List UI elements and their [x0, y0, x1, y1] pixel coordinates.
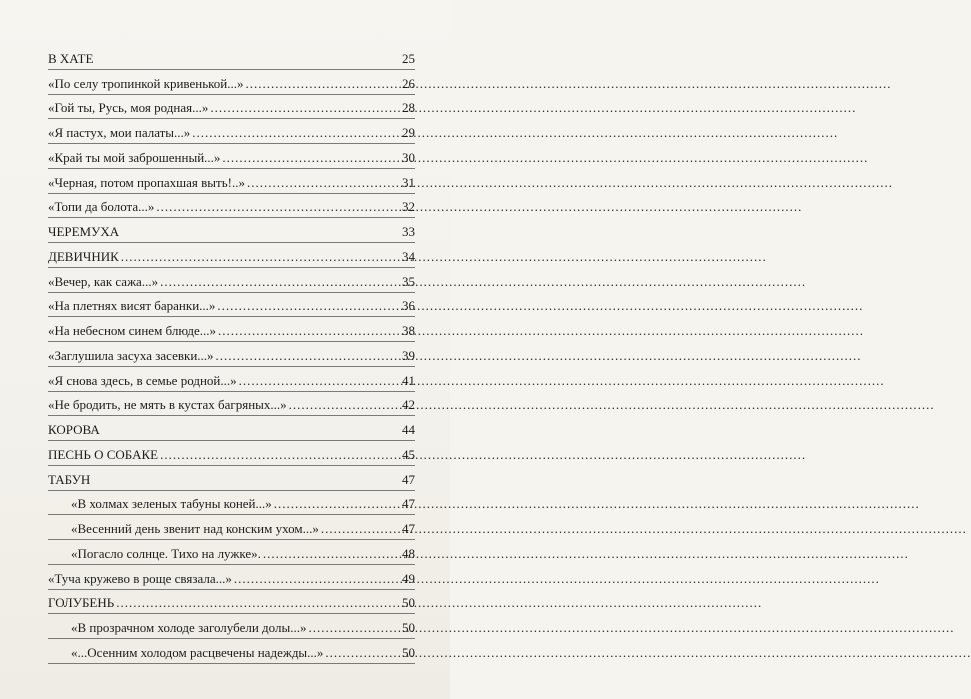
toc-entry	[48, 614, 415, 639]
toc-entry-title: «Гой ты, Русь, моя родная...»	[48, 100, 209, 116]
toc-entry-page: 50	[402, 620, 415, 635]
toc-entry-page: 44	[402, 422, 415, 437]
toc-entry-page: 50	[402, 595, 415, 611]
toc-entry-page: 35	[402, 273, 415, 289]
toc-entry-page: 26	[402, 75, 415, 91]
toc-entry-page: 38	[402, 323, 415, 338]
toc-entry	[48, 565, 415, 590]
toc-entry	[48, 70, 415, 95]
toc-entry-title: «Я пастух, мои палаты...»	[48, 125, 191, 140]
toc-entry	[48, 119, 415, 144]
book-page	[0, 0, 450, 699]
toc-entry	[48, 293, 415, 318]
toc-entry-title: «Заглушила засуха засевки...»	[48, 347, 214, 363]
toc-entry-page: 25	[402, 50, 415, 66]
toc-entry-title: ГОЛУБЕНЬ	[48, 595, 115, 611]
toc-entry-title: «...Осенним холодом расцвечены надежды...»	[71, 644, 324, 660]
toc-leader-dots	[246, 76, 400, 91]
toc-entry	[48, 491, 415, 516]
toc-leader-dots	[217, 298, 400, 313]
toc-entry-title: ЧЕРЕМУХА	[48, 224, 120, 239]
toc-entry-title: «Топи да болота...»	[48, 199, 155, 215]
toc-entry-title: «По селу тропинкой кривенькой...»	[48, 75, 244, 91]
toc-entry-page: 33	[402, 224, 415, 239]
toc-entry	[48, 392, 415, 417]
toc-entry-page: 47	[402, 521, 415, 536]
toc-entry	[48, 466, 415, 491]
toc-entry-page: 42	[402, 397, 415, 413]
toc-entry-title: ПЕСНЬ О СОБАКЕ	[48, 446, 159, 462]
toc-entry	[48, 194, 415, 219]
toc-leader-dots	[234, 571, 400, 586]
toc-entry-page: 39	[402, 347, 415, 363]
toc-leader-dots	[222, 150, 400, 165]
toc-leader-dots	[210, 100, 400, 115]
toc-leader-dots	[121, 249, 400, 264]
toc-entry-page: 47	[402, 471, 415, 487]
toc-leader-dots	[192, 125, 400, 140]
toc-leader-dots	[247, 175, 400, 190]
toc-leader-dots	[274, 496, 400, 511]
toc-leader-dots	[160, 274, 400, 289]
toc-entry-title: «Весенний день звенит над конским ухом...»	[71, 521, 319, 536]
toc-entry-title: «Край ты мой заброшенный...»	[48, 149, 221, 165]
toc-leader-dots	[216, 348, 400, 363]
toc-entry-page: 32	[402, 199, 415, 215]
toc-entry	[48, 416, 415, 441]
toc-entry	[48, 590, 415, 615]
toc-leader-dots	[218, 323, 400, 338]
toc-entry	[48, 367, 415, 392]
toc-entry-title: «На плетнях висят баранки...»	[48, 298, 216, 314]
toc-entry-title: «Черная, потом пропахшая выть!..»	[48, 174, 245, 190]
toc-entry-page: 50	[402, 644, 415, 660]
toc-leader-dots	[160, 447, 400, 462]
toc-entry-title: В ХАТЕ	[48, 50, 94, 66]
toc-entry-page: 47	[402, 496, 415, 512]
toc-entry-title: «В холмах зеленых табуны коней...»	[71, 496, 272, 512]
toc-entry-title: «В прозрачном холоде заголубели долы...»	[71, 620, 307, 635]
toc-leader-dots	[116, 595, 400, 610]
toc-entry-page: 36	[402, 298, 415, 314]
toc-entry-page: 28	[402, 100, 415, 116]
toc-leader-dots	[239, 373, 400, 388]
toc-entry	[48, 540, 415, 565]
toc-leader-dots	[321, 521, 400, 536]
toc-entry	[48, 639, 415, 664]
toc-entry-title: «Вечер, как сажа...»	[48, 273, 159, 289]
toc-entry-title: «На небесном синем блюде...»	[48, 323, 217, 338]
toc-entry-page: 29	[402, 125, 415, 140]
toc-entry-title: «Туча кружево в роще связала...»	[48, 570, 232, 586]
toc-entry-page: 49	[402, 570, 415, 586]
toc-entry	[48, 243, 415, 268]
toc-entry-title: КОРОВА	[48, 422, 100, 437]
toc-entry	[48, 218, 415, 243]
toc-leader-dots	[325, 645, 400, 660]
toc-entry	[48, 95, 415, 120]
toc-entry-page: 34	[402, 248, 415, 264]
toc-entry	[48, 169, 415, 194]
toc-entry-page: 48	[402, 545, 415, 561]
toc-entry	[48, 144, 415, 169]
toc-entry	[48, 342, 415, 367]
toc-entry-title: «Погасло солнце. Тихо на лужке».	[71, 545, 261, 561]
toc-leader-dots	[308, 620, 400, 635]
toc-entry-page: 41	[402, 372, 415, 388]
toc-entry	[48, 45, 415, 70]
table-of-contents	[48, 45, 415, 664]
toc-entry-title: «Не бродить, не мять в кустах багряных...»	[48, 397, 287, 413]
toc-entry	[48, 515, 415, 540]
toc-entry-title: ДЕВИЧНИК	[48, 248, 119, 264]
toc-entry	[48, 268, 415, 293]
toc-leader-dots	[263, 546, 400, 561]
toc-entry-title: «Я снова здесь, в семье родной...»	[48, 372, 237, 388]
toc-entry-page: 45	[402, 446, 415, 462]
toc-leader-dots	[156, 199, 400, 214]
toc-leader-dots	[289, 397, 400, 412]
toc-entry-page: 31	[402, 174, 415, 190]
toc-entry	[48, 441, 415, 466]
toc-entry-title: ТАБУН	[48, 471, 91, 487]
toc-entry-page: 30	[402, 149, 415, 165]
toc-entry	[48, 317, 415, 342]
